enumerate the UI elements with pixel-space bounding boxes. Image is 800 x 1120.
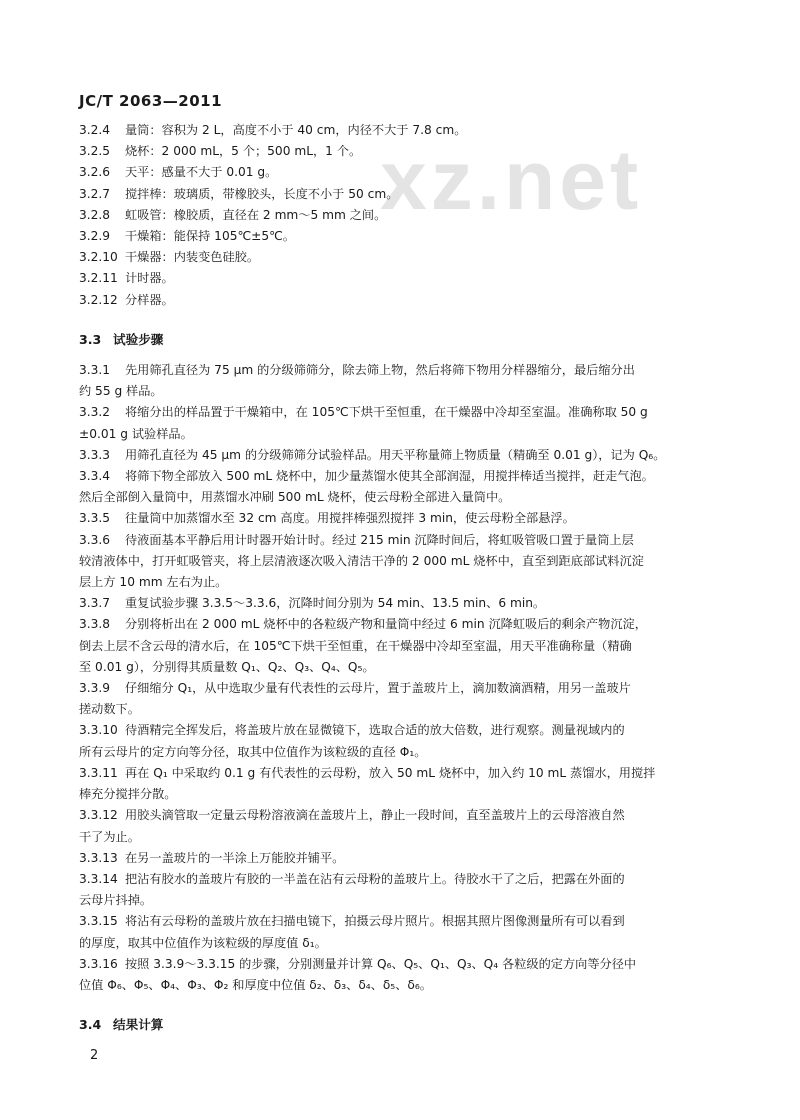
clause-number: 3.2.11 [79,271,118,286]
clause-number: 3.3.13 [79,850,118,865]
clause-number: 3.3.12 [79,808,118,823]
clause-number: 3.3.14 [79,871,118,886]
procedure-line [79,487,719,508]
clause-number: 3.3.10 [79,723,118,738]
procedure-step [79,805,719,847]
clause-text: 然后全部倒入量筒中，用蒸馏水冲刷 500 mL 烧杯，使云母粉全部进入量筒中。 [79,490,511,505]
clause-text: 天平：感量不大于 0.01 g。 [125,165,278,180]
procedure-line [79,508,719,529]
clause-text: 重复试验步骤 3.3.5～3.3.6，沉降时间分别为 54 min、13.5 min、6 min。 [125,596,546,611]
clause-number: 3.2.9 [79,229,111,244]
clause-number: 3.3.5 [79,511,111,526]
clause-number: 3.3.16 [79,956,118,971]
procedure-step [79,508,719,529]
procedure-step [79,402,719,444]
procedure-line [79,381,719,402]
clause-number: 3.2.8 [79,207,111,222]
procedure-line [79,402,719,423]
clause-text: 分别将析出在 2 000 mL 烧杯中的各粒级产物和量筒中经过 6 min 沉降虹吸后的剩余产物沉淀， [125,617,647,632]
procedure-line [79,742,719,763]
section-heading-3-4: 3.4 结果计算 [79,1017,164,1033]
clause-number: 3.3.3 [79,447,111,462]
clause-item [79,268,719,289]
clause-text: 位值 Φ₆、Φ₅、Φ₄、Φ₃、Φ₂ 和厚度中位值 δ₂、δ₃、δ₄、δ₅、δ₆。 [79,977,432,992]
procedure-line [79,657,719,678]
clause-text: 往量筒中加蒸馏水至 32 cm 高度。用搅拌棒强烈搅拌 3 min，使云母粉全部悬浮。 [125,511,575,526]
clause-number: 3.3.9 [79,681,111,696]
procedure-line [79,699,719,720]
clause-item [79,184,719,205]
procedure-list [79,360,719,996]
clause-number: 3.3.11 [79,765,118,780]
clause-text: 按照 3.3.9～3.3.15 的步骤，分别测量并计算 Q₆、Q₅、Q₁、Q₃、Q₄ 各粒级的定方向等分径中 [125,956,637,971]
procedure-line [79,933,719,954]
procedure-line [79,848,719,869]
clause-number: 3.3.8 [79,617,111,632]
clause-text: 分样器。 [125,292,174,307]
clause-text: 把沾有胶水的盖玻片有胶的一半盖在沾有云母粉的盖玻片上。待胶水干了之后，把露在外面的 [125,871,625,886]
clause-item [79,290,719,311]
section-heading-3-3: 3.3 试验步骤 [79,331,164,347]
procedure-step [79,954,719,996]
clause-text: 计时器。 [125,271,174,286]
procedure-line [79,445,719,466]
clause-text: 将缩分出的样品置于干燥箱中，在 105℃下烘干至恒重，在干燥器中冷却至室温。准确称取 50 g [125,405,648,420]
clause-text: ±0.01 g 试验样品。 [79,426,193,441]
clause-text: 将筛下物全部放入 500 mL 烧杯中，加少量蒸馏水使其全部润湿，用搅拌棒适当搅拌，赶走气泡。 [125,469,654,484]
clause-number: 3.2.6 [79,165,111,180]
procedure-line [79,636,719,657]
clause-number: 3.2.12 [79,292,118,307]
clause-text: 在另一盖玻片的一半涂上万能胶并铺平。 [125,850,345,865]
procedure-step [79,445,719,466]
clause-text: 倒去上层不含云母的清水后，在 105℃下烘干至恒重，在干燥器中冷却至室温，用天平准确称量（精确 [79,638,632,653]
clause-text: 量筒：容积为 2 L，高度不小于 40 cm，内径不大于 7.8 cm。 [125,123,467,137]
clause-number: 3.3.7 [79,596,111,611]
procedure-line [79,530,719,551]
procedure-line [79,975,719,996]
procedure-step [79,869,719,911]
procedure-line [79,424,719,445]
procedure-step [79,678,719,720]
procedure-line [79,890,719,911]
procedure-step [79,466,719,508]
procedure-step [79,614,719,678]
document-body [79,120,719,1045]
procedure-line [79,763,719,784]
clause-text: 将沾有云母粉的盖玻片放在扫描电镜下，拍摄云母片照片。根据其照片图像测量所有可以看到 [125,914,625,929]
procedure-line [79,360,719,381]
page-number: 2 [90,1048,99,1063]
procedure-step [79,720,719,762]
clause-text: 仔细缩分 Q₁，从中选取少量有代表性的云母片，置于盖玻片上，滴加数滴酒精，用另一盖玻片 [125,681,631,696]
procedure-step [79,530,719,594]
clause-number: 3.2.4 [79,123,111,137]
procedure-line [79,614,719,635]
clause-number: 3.3.1 [79,363,111,378]
clause-text: 再在 Q₁ 中采取约 0.1 g 有代表性的云母粉，放入 50 mL 烧杯中，加入约 10 mL 蒸馏水，用搅拌 [125,765,656,780]
clause-text: 待酒精完全挥发后，将盖玻片放在显微镜下，选取合适的放大倍数，进行观察。测量视域内的 [125,723,625,738]
watermark: xz.net [380,133,643,227]
procedure-line [79,466,719,487]
procedure-line [79,720,719,741]
clause-item [79,120,719,141]
clause-text: 用胶头滴管取一定量云母粉溶液滴在盖玻片上，静止一段时间，直至盖玻片上的云母溶液自然 [125,808,625,823]
clause-text: 约 55 g 样品。 [79,384,163,399]
procedure-line [79,551,719,572]
clause-text: 棒充分搅拌分散。 [79,787,177,802]
clause-text: 干燥器：内装变色硅胶。 [125,250,260,265]
clause-text: 虹吸管：橡胶质，直径在 2 mm～5 mm 之间。 [125,207,387,222]
clause-text: 烧杯：2 000 mL，5 个；500 mL，1 个。 [125,144,362,159]
clause-number: 3.3.2 [79,405,111,420]
equipment-list [79,120,719,311]
clause-text: 所有云母片的定方向等分径，取其中位值作为该粒级的直径 Φ₁。 [79,744,427,759]
clause-text: 至 0.01 g），分别得其质量数 Q₁、Q₂、Q₃、Q₄、Q₅。 [79,659,375,674]
clause-text: 干了为止。 [79,829,140,844]
clause-number: 3.3.6 [79,532,111,547]
clause-number: 3.2.7 [79,186,111,201]
procedure-step [79,593,719,614]
procedure-step [79,848,719,869]
clause-item [79,141,719,162]
procedure-line [79,784,719,805]
clause-text: 搅拌棒：玻璃质，带橡胶头，长度不小于 50 cm。 [125,186,399,201]
standard-code-header: JC/T 2063—2011 [79,92,223,110]
procedure-line [79,827,719,848]
clause-text: 较清液体中，打开虹吸管夹，将上层清液逐次吸入清洁干净的 2 000 mL 烧杯中，直至到距底部试料沉淀 [79,553,644,568]
clause-text: 的厚度，取其中位值作为该粒级的厚度值 δ₁。 [79,935,327,950]
clause-text: 用筛孔直径为 45 μm 的分级筛筛分试验样品。用天平称量筛上物质量（精确至 0.01 g），记为 Q₆。 [125,447,666,462]
clause-text: 先用筛孔直径为 75 μm 的分级筛筛分，除去筛上物，然后将筛下物用分样器缩分，最后缩分出 [125,363,635,378]
procedure-line [79,805,719,826]
procedure-line [79,954,719,975]
clause-item [79,226,719,247]
clause-number: 3.3.4 [79,469,111,484]
clause-text: 云母片抖掉。 [79,893,153,908]
procedure-line [79,678,719,699]
clause-number: 3.2.10 [79,250,118,265]
procedure-line [79,593,719,614]
procedure-line [79,869,719,890]
clause-number: 3.2.5 [79,144,111,159]
clause-text: 干燥箱：能保持 105℃±5℃。 [125,229,295,244]
procedure-line [79,911,719,932]
procedure-step [79,911,719,953]
procedure-step [79,360,719,402]
clause-item [79,162,719,183]
clause-text: 层上方 10 mm 左右为止。 [79,575,228,590]
clause-item [79,247,719,268]
clause-text: 搓动数下。 [79,702,140,717]
clause-text: 待液面基本平静后用计时器开始计时。经过 215 min 沉降时间后，将虹吸管吸口置于量筒上层 [125,532,634,547]
procedure-step [79,763,719,805]
clause-item [79,205,719,226]
clause-number: 3.3.15 [79,914,118,929]
procedure-line [79,572,719,593]
